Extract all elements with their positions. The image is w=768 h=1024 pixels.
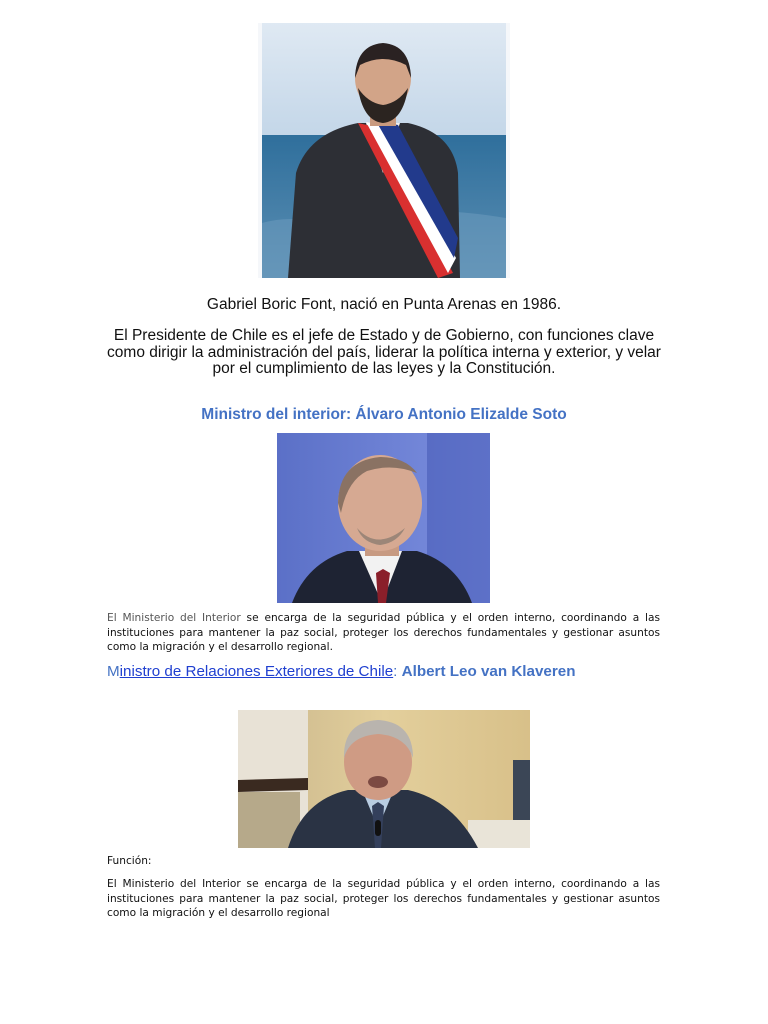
president-caption: Gabriel Boric Font, nació en Punta Arenas en 1986.	[206, 296, 562, 313]
function-label: Función:	[107, 855, 152, 867]
interior-ministry-description	[107, 611, 660, 655]
foreign-heading-lead: M	[107, 663, 120, 680]
foreign-minister-heading	[107, 663, 576, 680]
foreign-minister-photo-image	[238, 710, 530, 848]
interior-minister-photo	[277, 433, 490, 603]
foreign-minister-name: Albert Leo van Klaveren	[401, 663, 576, 680]
president-photo	[258, 23, 510, 278]
foreign-heading-colon: :	[393, 663, 402, 680]
foreign-minister-photo	[238, 710, 530, 848]
foreign-ministry-description: El Ministerio del Interior se encarga de la seguridad pública y el orden interno, coordinando a las instituciones para mantener la paz social, proteger los derechos fundamentales y gestionar asuntos como la migración y el desarrollo regional	[107, 878, 660, 919]
interior-ministry-link-text: El Ministerio del Interior	[107, 612, 241, 624]
interior-minister-photo-image	[277, 433, 490, 603]
foreign-ministry-link[interactable]: inistro de Relaciones Exteriores de Chile	[119, 663, 394, 680]
interior-ministry-desc-text: se encarga de la seguridad pública y el orden interno, coordinando a las instituciones para mantener la paz social, proteger los derechos fundamentales y gestionar asuntos como la migración y el desarrollo regional.	[107, 612, 660, 653]
president-photo-image	[258, 23, 510, 278]
interior-minister-heading: Ministro del interior: Álvaro Antonio Elizalde Soto	[201, 406, 567, 423]
president-intro: El Presidente de Chile es el jefe de Estado y de Gobierno, con funciones clave como dirigir la administración del país, liderar la política interna y exterior, y velar por el cumplimiento de las leyes y la Constitución.	[107, 327, 661, 377]
